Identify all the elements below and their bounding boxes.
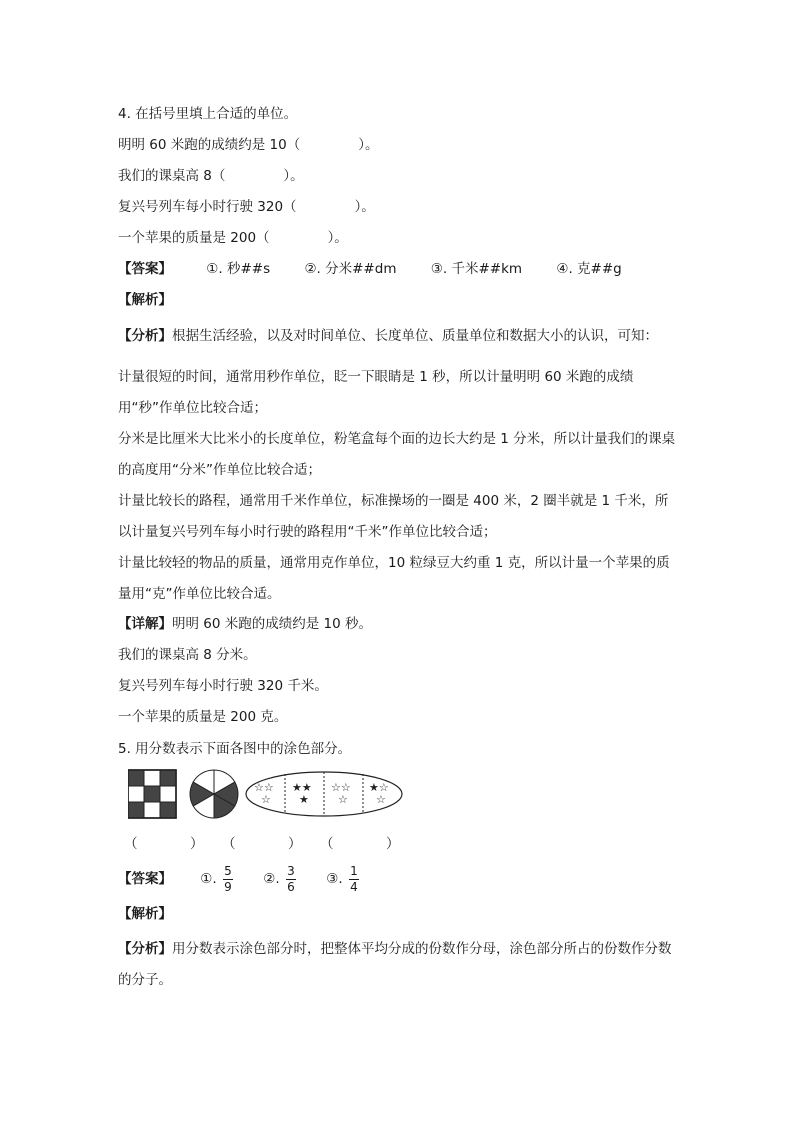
svg-text:☆: ☆: [261, 793, 271, 806]
answer-tag: 【答案】: [118, 261, 172, 277]
svg-text:☆: ☆: [338, 793, 348, 806]
q4-item-1: 明明 60 米跑的成绩约是 10（ ）。: [118, 137, 379, 153]
q5-title: 5. 用分数表示下面各图中的涂色部分。: [118, 741, 352, 757]
q4-detail-2: 我们的课桌高 8 分米。: [118, 647, 257, 663]
q4-item-2: 我们的课桌高 8（ ）。: [118, 168, 304, 184]
q4-analysis-tag: 【解析】: [118, 292, 172, 308]
svg-text:☆: ☆: [376, 793, 386, 806]
fraction-3: $\frac{1}{4}$: [350, 863, 358, 894]
q4-detail-4: 一个苹果的质量是 200 克。: [118, 709, 288, 725]
q5-answer-line: 【答案】 ①. $\frac{5}{9}$ ②. $\frac{3}{6}$ ③. $\frac{1}{4}$: [118, 863, 358, 894]
q4-detail: 【详解】明明 60 米跑的成绩约是 10 秒。: [118, 616, 373, 632]
q4-paragraph-3: 计量比较长的路程，通常用千米作单位，标准操场的一圈是 400 米，2 圈半就是 1 千米，所以计量复兴号列车每小时行驶的路程用“千米”作单位比较合适；: [118, 493, 669, 540]
svg-text:☆☆: ☆☆: [331, 781, 351, 794]
q4-fenxi: 【分析】根据生活经验，以及对时间单位、长度单位、质量单位和数据大小的认识，可知：: [118, 328, 658, 344]
q4-paragraph-2: 分米是比厘米大比米小的长度单位，粉笔盒每个面的边长大约是 1 分米，所以计量我们的课桌的高度用“分米”作单位比较合适；: [118, 431, 676, 478]
answer-tag: 【答案】: [118, 871, 172, 887]
q4-item-3: 复兴号列车每小时行驶 320（ ）。: [118, 199, 375, 215]
q4-answer-line: [118, 259, 652, 279]
svg-text:★: ★: [299, 793, 309, 806]
q4-item-4: 一个苹果的质量是 200（ ）。: [118, 230, 348, 246]
svg-text:☆☆: ☆☆: [254, 781, 274, 794]
answer-2: ②. 分米##dm: [304, 261, 397, 277]
svg-text:★☆: ★☆: [369, 781, 389, 794]
q5-fenxi: 【分析】用分数表示涂色部分时，把整体平均分成的份数作分母，涂色部分所占的份数作分数的分子。: [118, 941, 672, 988]
answer-1: ①. 秒##s: [206, 261, 271, 277]
q4-paragraph-4: 计量比较轻的物品的质量，通常用克作单位，10 粒绿豆大约重 1 克，所以计量一个苹果的质量用“克”作单位比较合适。: [118, 555, 670, 602]
answer-4: ④. 克##g: [556, 261, 622, 277]
answer-3: ③. 千米##km: [430, 261, 523, 277]
q5-analysis-tag: 【解析】: [118, 906, 172, 922]
grid-figure: [128, 770, 176, 818]
fraction-2: $\frac{3}{6}$: [287, 863, 295, 894]
q4-detail-3: 复兴号列车每小时行驶 320 千米。: [118, 678, 328, 694]
svg-text:★★: ★★: [292, 781, 312, 794]
fraction-1: $\frac{5}{9}$: [224, 863, 232, 894]
circle-figure: [190, 770, 238, 818]
stars-figure: [246, 772, 402, 816]
q4-paragraph-1: 计量很短的时间，通常用秒作单位，眨一下眼睛是 1 秒，所以计量明明 60 米跑的成绩用“秒”作单位比较合适；: [118, 369, 634, 416]
q5-figures: [128, 768, 408, 824]
q4-title: 4. 在括号里填上合适的单位。: [118, 106, 298, 122]
